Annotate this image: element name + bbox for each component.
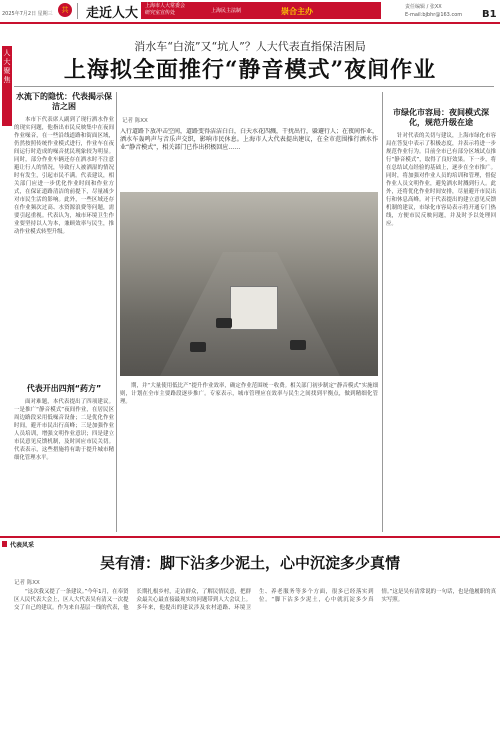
article-headline: 上海拟全面推行“静音模式”夜间作业 — [63, 57, 437, 83]
photo-car — [190, 342, 206, 352]
article-kicker: 消水车“白流”又“坑人”？人大代表直指保洁困局 — [134, 40, 366, 53]
photo-car — [216, 318, 232, 328]
photo-car — [290, 340, 306, 350]
masthead-divider — [77, 3, 78, 19]
left-column — [14, 92, 114, 514]
page-number: B1 — [482, 9, 497, 20]
lead-byline: 记者 陈XX — [122, 118, 148, 124]
left-subhead-2: 代表开出四剂“药方” — [26, 384, 102, 393]
masthead-banner — [141, 2, 381, 19]
profile-body: “这次我又提了一条建议。”今年1月，在奉贤区人民代表大会上，区人大代表吴有清又一次提交了自己的建议。作为来自基层一线的代表，他长期扎根乡村，走访群众，了解民情民意，把群众最关心最直接最现实的问题带到人大会议上。多年来，他提出的建议涉及农村道路、环境卫生、养老服务等多个方面，很多已经落实到位。“脚下沾多少泥土，心中就沉淀多少真情。”这是吴有清常说的一句话，也是他履职的真实写照。 — [14, 589, 496, 611]
banner-organizer: 上海市人大常委会 研究室宣传处 — [145, 3, 186, 16]
lead-paragraph: 入行道路下放冲击空间，道路变得洁洁白白，白天水花四溅，干扰出行，躲避行人；在夜间作业，洒水车轰鸣声与音乐声交织，影响市民休息。上海市人大代表提出建议，在全市范围推行洒水作业“静音模式”，相关部门已作出积极回应…… — [120, 128, 378, 151]
section-title: 走近人大 — [86, 6, 139, 21]
right-subhead: 市绿化市容局：夜间模式深化，规范升级在途 — [393, 108, 489, 127]
issue-date: 2025年7月2日 星期三 — [2, 11, 53, 17]
photo-bus — [230, 286, 278, 330]
column-divider-left — [116, 92, 117, 532]
center-body: 期，并“大量使用低比产”提升作业效率，确定作业范围统一收费。相关部门初步制定“静音模式”实施细则，计划在全市主要路段逐步推广。专家表示，城市管理应在效率与民生之间找到平衡点，做到精细化管理。 — [120, 383, 378, 405]
section-rule — [0, 536, 500, 538]
section-marker — [2, 541, 7, 547]
right-column — [386, 108, 496, 518]
headline-rule — [14, 86, 494, 87]
left-subhead-1: 水流下的隐忧：代表揭示保洁之困 — [16, 92, 112, 111]
profile-headline: 吴有清：脚下沾多少泥土，心中沉淀多少真情 — [99, 554, 400, 572]
column-divider-right — [382, 92, 383, 532]
section-tag: 代表风采 — [10, 542, 35, 549]
street-photo — [120, 192, 378, 376]
right-body: 针对代表的关切与建议，上海市绿化市容局在答复中表示了积极态度，并表示将进一步规范作业行为。目前全市已有部分区域试点推行“静音模式”，取得了良好效果。下一步，将在总结试点经验的基础上，逐步在全市推广。同时，将加强对作业人员的培训和管理，督促作业人员文明作业，避免洒水时溅到行人。此外，还将优化作业时间安排，尽量避开市民出行和休息高峰。对于代表提出的建立意见反馈机制的建议，市绿化市容局表示将开通专门热线，方便市民反映问题，并及时予以处理回应。 — [386, 133, 496, 227]
editor-info: 责任编辑 / 张XX E-mail:bjbhr@163.com — [405, 4, 463, 18]
banner-sponsor: 崇合主办 — [281, 7, 313, 16]
banner-partner: 上海民主法制 — [211, 8, 242, 14]
profile-byline: 记者 陈XX — [14, 580, 40, 586]
left-body-2: 面对难题，本代表提出了四项建议。一是推广“静音模式”夜间作业，在居民区周边路段采用低噪音设备；二是优化作业时间，避开市民出行高峰；三是加强作业人员培训，增强文明作业意识；四是建立市民意见反馈机制，及时回应市民关切。代表表示，这些措施将有助于提升城市精细化管理水平。 — [14, 399, 114, 461]
newspaper-logo: 共 — [58, 3, 72, 17]
section-tag-vertical: 人大聚焦 — [2, 46, 12, 126]
masthead — [0, 0, 500, 24]
left-body-1: 本市下代表席人副到了现行洒水作业的现实问题，他指出市民反映集中在夜间作业噪音，在一些沿线道路和街面区域，仍然按照传统作业模式进行，作业车在夜间运行时造成的噪音扰民现象较为明显。同时，部分作业车辆还存在洒水时不注意避让行人的情况，导致行人被洒湿的情况时有发生，引起市民不满。代表建议，相关部门应进一步优化作业时间和作业方式，在保证道路清洁的前提下，尽量减少对市民生活的影响。此外，一些区域还存在作业频次过高、水资源浪费等问题，需要引起重视。代表认为，城市环境卫生作业要坚持以人为本，兼顾效率与民生，推动作业模式转型升级。 — [14, 117, 114, 235]
